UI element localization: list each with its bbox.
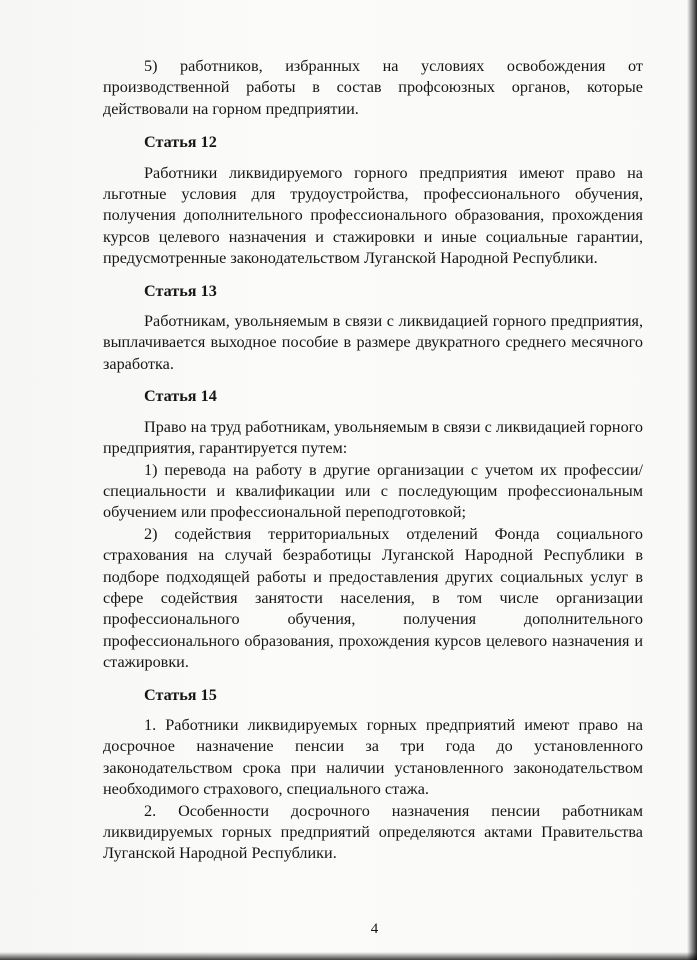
page-number: 4	[370, 921, 379, 937]
scan-edge-shadow	[687, 0, 697, 960]
article-15	[103, 685, 643, 865]
article-paragraph: Право на труд работникам, увольняемым в связи с ликвидацией горного предприятия, гарантируется путем:	[103, 417, 643, 458]
list-item-5: 5) работников, избранных на условиях освобождения от производственной работы в состав профсоюзных органов, которые действовали на горном предприятии.	[103, 57, 643, 118]
scan-bottom-shadow	[0, 952, 697, 960]
clause-2: 2. Особенности досрочного назначения пенсии работникам ликвидируемых горных предприятий определяются актами Правительства Луганской Народной Республики.	[103, 801, 643, 863]
list-item-1: 1) перевода на работу в другие организации с учетом их профессии/специальности и квалификации или с последующим профессиональным обучением или профессиональной переподготовкой;	[103, 460, 643, 522]
article-heading: Статья 12	[144, 133, 217, 152]
article-paragraph: Работники ликвидируемого горного предприятия имеют право на льготные условия для трудоустройства, профессионального обучения, получения дополнительного профессионального образования, прохождения курсов целевого назначения и стажировки и иные социальные гарантии, предусмотренные законодательством Луганской Народной Республики.	[103, 163, 643, 268]
article-heading: Статья 14	[144, 387, 217, 406]
document-body	[103, 56, 643, 865]
article-12	[103, 132, 643, 269]
article-heading: Статья 15	[144, 685, 217, 704]
article-14	[103, 386, 643, 673]
article-paragraph: Работникам, увольняемым в связи с ликвидацией горного предприятия, выплачивается выходное пособие в размере двукратного среднего месячного заработка.	[103, 312, 643, 373]
clause-1: 1. Работники ликвидируемых горных предприятий имеют право на досрочное назначение пенсии за три года до установленного законодательством срока при наличии установленного законодательством необходимого страхового, специального стажа.	[103, 715, 643, 799]
list-item-2: 2) содействия территориальных отделений Фонда социального страхования на случай безработицы Луганской Народной Республики в подборе подходящей работы и предоставления других социальных услуг в сфере содействия занятости населения, в том числе организации профессионального обучения, получения дополнительного профессионального образования, прохождения курсов целевого назначения и стажировки.	[103, 524, 643, 672]
article-13	[103, 281, 643, 376]
article-heading: Статья 13	[144, 281, 217, 300]
